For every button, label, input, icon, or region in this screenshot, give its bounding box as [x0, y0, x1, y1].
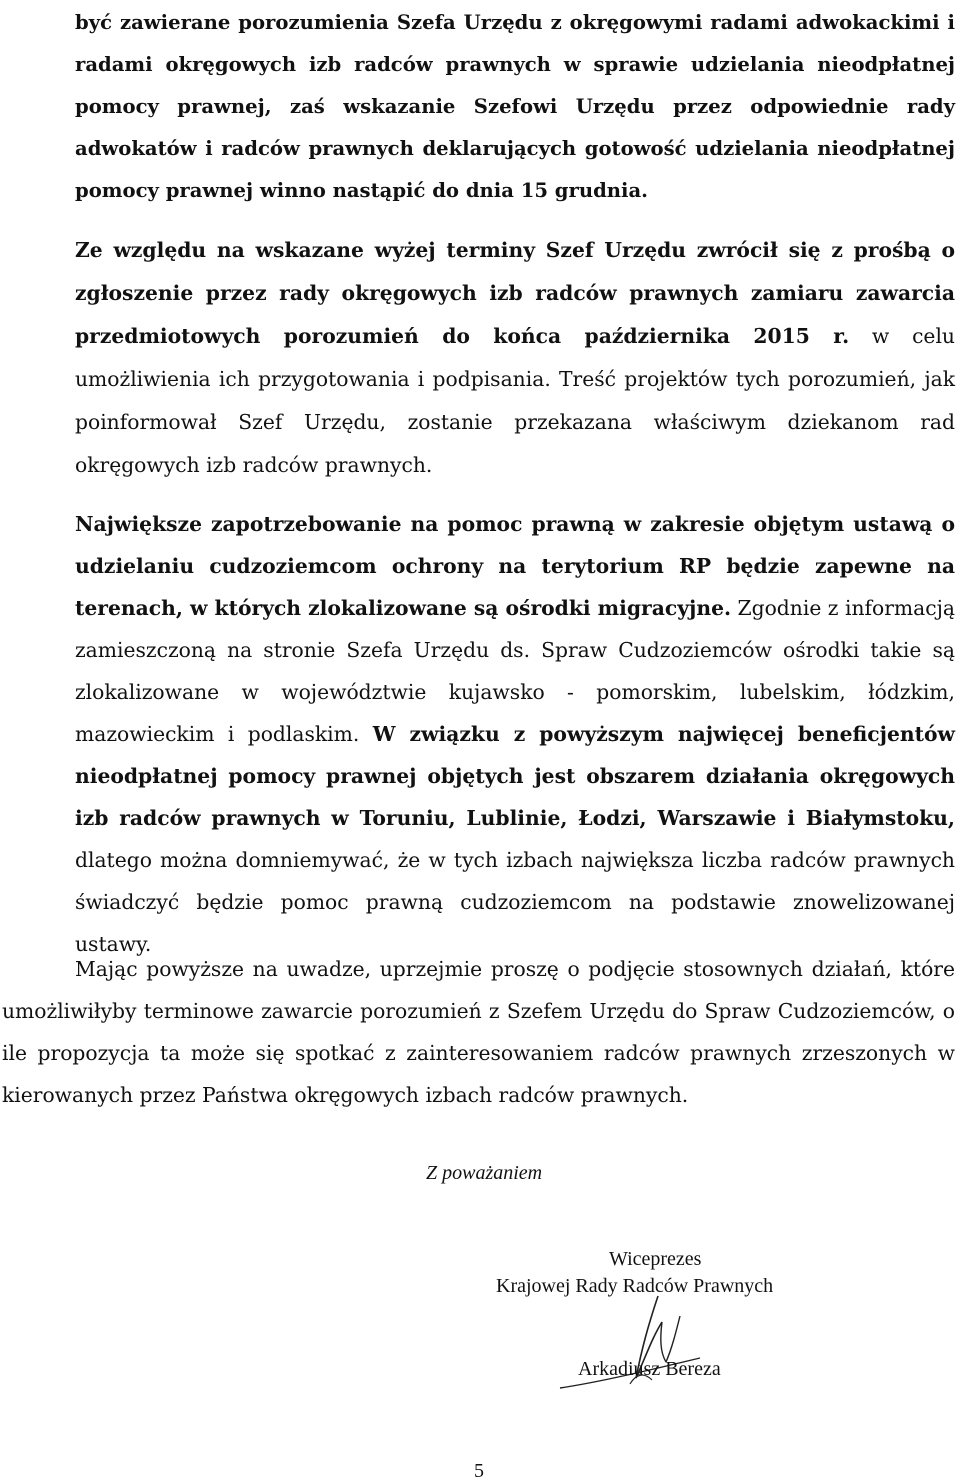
- signatory-name: Arkadiusz Bereza: [578, 1358, 721, 1380]
- paragraph-2-bold-text: Ze względu na wskazane wyżej terminy Szef Urzędu zwrócił się z prośbą o zgłoszenie przez rady okręgowych izb radców prawnych zamiaru zawarcia przedmiotowych porozumień do końca października 2015 r.: [75, 238, 955, 348]
- paragraph-3-bold-text-1: Największe zapotrzebowanie na pomoc prawną w zakresie objętym ustawą o udzielaniu cudzoziemcom ochrony na terytorium RP będzie zapewne na terenach, w których zlokalizowane są ośrodki migracyjne.: [75, 512, 955, 620]
- paragraph-3: [75, 503, 955, 965]
- paragraph-3-normal-text-1: Zgodnie z informacją zamieszczoną na stronie Szefa Urzędu ds. Spraw Cudzoziemców ośrodki takie są zlokalizowane w województwie kujawsko - pomorskim, lubelskim, łódzkim, mazowieckim i podlaskim.: [75, 596, 955, 746]
- paragraph-3-normal-text-2: dlatego można domniemywać, że w tych izbach największa liczba radców prawnych świadczyć będzie pomoc prawną cudzoziemcom na podstawie znowelizowanej ustawy.: [75, 848, 955, 956]
- paragraph-4-text: Mając powyższe na uwadze, uprzejmie proszę o podjęcie stosownych działań, które umożliwiłyby terminowe zawarcie porozumień z Szefem Urzędu do Spraw Cudzoziemców, o ile propozycja ta może się spotkać z zainteresowaniem radców prawnych zrzeszonych w kierowanych przez Państwa okręgowych izbach radców prawnych.: [2, 957, 955, 1107]
- paragraph-2: [75, 229, 955, 487]
- paragraph-3-bold-text-2: W związku z powyższym najwięcej beneficjentów nieodpłatnej pomocy prawnej objętych jest obszarem działania okręgowych izb radców prawnych w Toruniu, Lublinie, Łodzi, Warszawie i Białymstoku,: [75, 722, 955, 830]
- paragraph-1-bold-text: być zawierane porozumienia Szefa Urzędu z okręgowymi radami adwokackimi i radami okręgowych izb radców prawnych w sprawie udzielania nieodpłatnej pomocy prawnej, zaś wskazanie Szefowi Urzędu przez odpowiednie rady adwokatów i radców prawnych deklarujących gotowość udzielania nieodpłatnej pomocy prawnej winno nastąpić do dnia 15 grudnia.: [75, 11, 955, 202]
- closing-salutation: Z poważaniem: [426, 1162, 543, 1184]
- paragraph-1: [75, 2, 955, 212]
- signatory-title-line-2: Krajowej Rady Radców Prawnych: [496, 1275, 774, 1297]
- page-number: 5: [474, 1460, 484, 1482]
- paragraph-4: [2, 948, 955, 1116]
- paragraph-2-normal-text: w celu umożliwienia ich przygotowania i podpisania. Treść projektów tych porozumień, jak poinformował Szef Urzędu, zostanie przekazana właściwym dziekanom rad okręgowych izb radców prawnych.: [75, 324, 955, 477]
- signatory-title-line-1: Wiceprezes: [609, 1248, 702, 1270]
